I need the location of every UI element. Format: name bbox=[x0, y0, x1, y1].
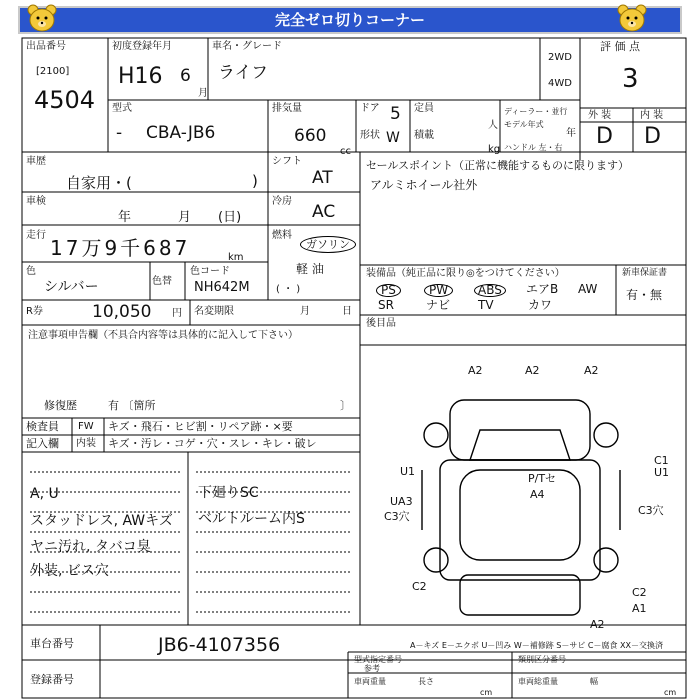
capacity-unit: 人 bbox=[488, 120, 498, 131]
equip-ps: PS bbox=[376, 284, 401, 297]
note-line-2: スタッドレス, AWキズ bbox=[30, 513, 173, 529]
inspector-fw-items: キズ・飛石・ヒビ割・リペア跡・×要 bbox=[108, 420, 293, 433]
fuel-gasoline-circled: ガソリン bbox=[300, 236, 356, 253]
note-line-4: 外装, ビス穴 bbox=[30, 563, 109, 579]
registration-label: 初度登録年月 bbox=[112, 41, 172, 52]
history-value: 自家用・( bbox=[66, 174, 132, 192]
equipment-label: 装備品（純正品に限り◎をつけてください） bbox=[366, 268, 565, 279]
cancel-date-day: 日 bbox=[342, 306, 352, 317]
note-right-1: 下廻りSC bbox=[198, 485, 259, 501]
mark-a1: A1 bbox=[632, 602, 647, 615]
color-change-label: 色替 bbox=[152, 276, 172, 287]
history-label: 車歴 bbox=[26, 156, 46, 167]
mark-u1-right: U1 bbox=[654, 466, 670, 479]
fuel-diesel: 軽 油 bbox=[296, 262, 324, 276]
inspector-fw: FW bbox=[78, 421, 94, 432]
cancel-date-label: 名変期限 bbox=[194, 306, 234, 317]
inspection-year: 年 bbox=[118, 210, 132, 225]
sales-point-value: アルミホイール社外 bbox=[370, 178, 478, 192]
spec-label-2: 参考 bbox=[364, 664, 380, 673]
registration-number-label: 登録番号 bbox=[30, 673, 74, 686]
registration-month: 6 bbox=[180, 66, 191, 86]
car-name-value: ライフ bbox=[218, 63, 268, 83]
note-line-3: ヤニ汚れ, タバコ臭 bbox=[30, 539, 151, 555]
inspection-day: (日) bbox=[218, 210, 242, 225]
load-label: 積載 bbox=[414, 130, 434, 141]
wheel-rl bbox=[424, 548, 448, 572]
sales-point-label: セールスポイント（正常に機能するものに限ります） bbox=[366, 159, 630, 172]
repair-label: 修復歴 bbox=[44, 399, 77, 412]
wheel-rr bbox=[594, 548, 618, 572]
car-windshield bbox=[470, 430, 570, 460]
equip-aw: AW bbox=[578, 282, 598, 296]
wheel-fr bbox=[594, 423, 618, 447]
inspector-int-items: キズ・汚レ・コゲ・穴・スレ・キレ・破レ bbox=[108, 437, 317, 450]
mileage-unit: km bbox=[228, 252, 244, 263]
model-year-label: モデル年式 bbox=[504, 120, 544, 129]
interior-label: 内 装 bbox=[640, 110, 664, 121]
shape-value: W bbox=[386, 130, 400, 146]
mark-a2-3: A2 bbox=[584, 364, 599, 377]
car-name-label: 車名・グレード bbox=[212, 41, 282, 52]
lot-code: [2100] bbox=[36, 66, 70, 77]
displacement-label: 排気量 bbox=[272, 103, 302, 114]
repair-value: 有 〔箇所 bbox=[108, 399, 156, 412]
cancel-date-month: 月 bbox=[300, 306, 310, 317]
diagram-legend: A－キズ E－エクボ U－凹み W－補修跡 S－サビ C－腐食 XX－交換済 bbox=[410, 641, 664, 650]
displacement-unit: cc bbox=[340, 146, 351, 157]
capacity-label: 定員 bbox=[414, 103, 434, 114]
mark-c2-left: C2 bbox=[412, 580, 427, 593]
registration-month-unit: 月 bbox=[198, 88, 208, 99]
displacement-value: 660 bbox=[294, 126, 327, 146]
spec-label-1: 型式指定番号 bbox=[354, 655, 402, 664]
mark-u1-left: U1 bbox=[400, 465, 416, 478]
interior-value: D bbox=[644, 124, 661, 149]
mark-a2-1: A2 bbox=[468, 364, 483, 377]
equip-tv: TV bbox=[478, 298, 494, 312]
equip-leather: カワ bbox=[528, 298, 553, 312]
repair-close: 〕 bbox=[340, 399, 351, 412]
mark-a4: A4 bbox=[530, 488, 545, 501]
note-line-1: A, U bbox=[30, 486, 59, 502]
color-code-label: 色コード bbox=[190, 266, 230, 277]
color-code: NH642M bbox=[194, 280, 250, 295]
fuel-label: 燃料 bbox=[272, 230, 292, 241]
drive-2wd: 2WD bbox=[548, 52, 572, 63]
warranty-value: 有・無 bbox=[626, 288, 663, 302]
inspection-label: 車検 bbox=[26, 196, 46, 207]
inspector-label: 検査員 bbox=[26, 420, 59, 433]
dim-weight-total: 車両総重量 bbox=[518, 677, 558, 686]
mark-c3-right: C3穴 bbox=[638, 504, 664, 517]
header-title: 完全ゼロ切りコーナー bbox=[274, 11, 425, 29]
mark-c3-left: C3穴 bbox=[384, 510, 410, 523]
dim-weight: 車両重量 bbox=[354, 677, 386, 686]
equip-abs: ABS bbox=[474, 284, 506, 297]
inspector-int: 内装 bbox=[76, 438, 96, 449]
entry-label: 記入欄 bbox=[26, 437, 59, 450]
dim-cm-1: cm bbox=[480, 688, 493, 697]
model-dash: - bbox=[116, 123, 123, 143]
mileage-value: 17万9千687 bbox=[50, 236, 191, 260]
equip-sr: SR bbox=[378, 298, 394, 312]
equipment-grid bbox=[366, 282, 616, 314]
wheel-fl bbox=[424, 423, 448, 447]
ac-label: 冷房 bbox=[272, 196, 292, 207]
registration-year: H16 bbox=[118, 64, 163, 89]
exterior-value: D bbox=[596, 124, 613, 149]
score-label: 評 価 点 bbox=[600, 40, 640, 53]
equip-airbag: エアB bbox=[526, 282, 559, 296]
doors-label: ドア bbox=[360, 103, 380, 114]
ac-value: AC bbox=[312, 202, 336, 222]
mark-pt: P/Tセ bbox=[528, 472, 557, 485]
mark-a2-2: A2 bbox=[525, 364, 540, 377]
dim-length: 長さ bbox=[418, 677, 434, 686]
model-label: 型式 bbox=[112, 103, 132, 114]
mileage-label: 走行 bbox=[26, 230, 46, 241]
shift-label: シフト bbox=[272, 156, 302, 167]
mark-a2-rear: A2 bbox=[590, 618, 605, 630]
color-value: シルバー bbox=[44, 279, 99, 295]
shape-label: 形状 bbox=[360, 130, 380, 141]
mark-c2-right: C2 bbox=[632, 586, 647, 599]
inspection-month: 月 bbox=[178, 210, 192, 225]
score-value: 3 bbox=[622, 64, 639, 94]
color-label: 色 bbox=[26, 266, 36, 277]
car-rear bbox=[460, 575, 580, 615]
model-year-unit: 年 bbox=[566, 128, 576, 139]
load-unit: kg bbox=[488, 144, 501, 155]
drive-4wd: 4WD bbox=[548, 78, 572, 89]
notes-label: 注意事項申告欄（不具合内容等は具体的に記入して下さい） bbox=[28, 330, 298, 341]
chassis-value: JB6-4107356 bbox=[158, 634, 281, 656]
dim-cm-2: cm bbox=[664, 688, 677, 697]
recycle-unit: 円 bbox=[172, 308, 182, 319]
doors-value: 5 bbox=[390, 104, 401, 124]
lot-label: 出品番号 bbox=[26, 41, 66, 52]
shift-value: AT bbox=[312, 168, 333, 188]
model-value: CBA-JB6 bbox=[146, 123, 216, 143]
equip-navi: ナビ bbox=[426, 298, 451, 312]
rear-seat-label: 後目品 bbox=[366, 318, 396, 329]
mark-c1-right: C1 bbox=[654, 454, 669, 467]
chassis-label: 車台番号 bbox=[30, 637, 74, 650]
recycle-label: R券 bbox=[26, 306, 43, 317]
equip-pw: PW bbox=[424, 284, 453, 297]
spec-label-3: 類別区分番号 bbox=[518, 655, 566, 664]
car-roof bbox=[460, 470, 580, 560]
note-right-2: ベルトルーム内S bbox=[198, 511, 305, 527]
car-diagram bbox=[370, 360, 680, 630]
warranty-label: 新車保証書 bbox=[622, 268, 668, 278]
lot-number: 4504 bbox=[34, 86, 96, 114]
dim-width: 幅 bbox=[590, 677, 598, 686]
fuel-paren: ( ・ ) bbox=[276, 284, 301, 295]
exterior-label: 外 装 bbox=[588, 110, 612, 121]
mark-ua3: UA3 bbox=[390, 495, 413, 508]
history-close: ) bbox=[252, 172, 258, 190]
handle-label: ハンドル 左・右 bbox=[504, 143, 563, 152]
recycle-value: 10,050 bbox=[92, 302, 152, 322]
dealer-label: ディーラー・並行 bbox=[504, 107, 568, 116]
